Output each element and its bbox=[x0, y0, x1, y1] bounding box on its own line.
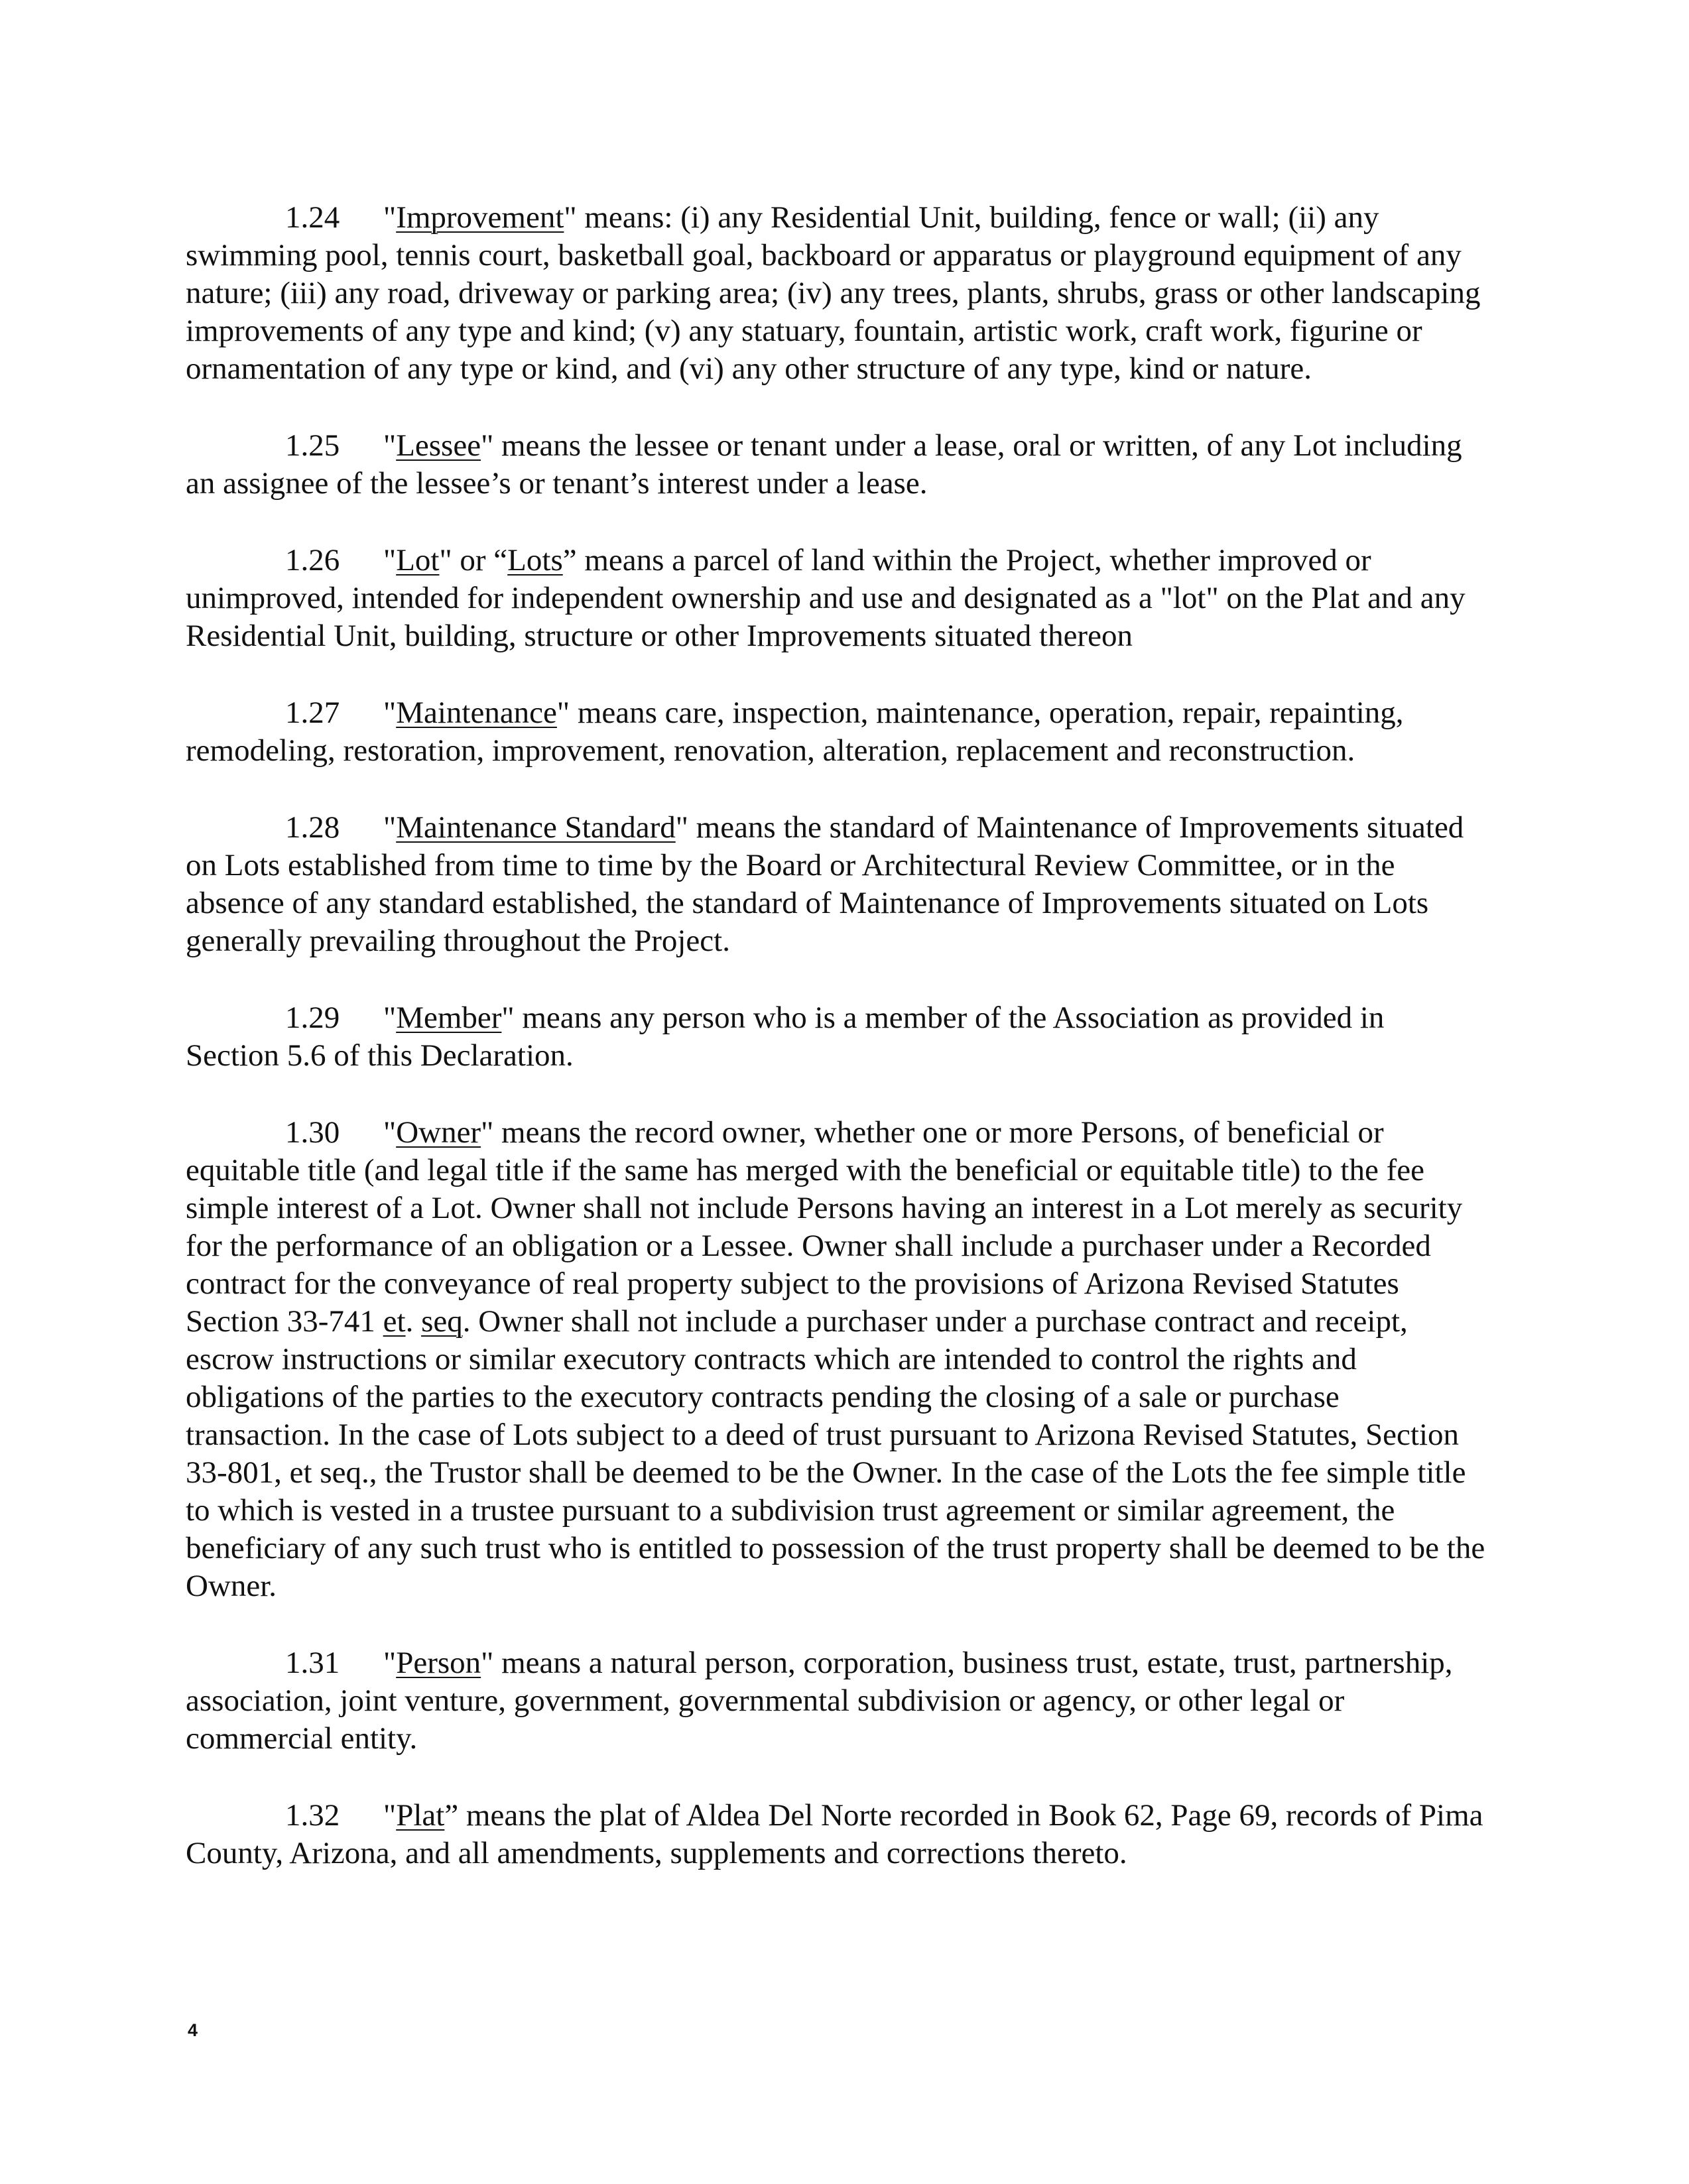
definition-1-29: 1.29 "Member" means any person who is a member of the Association as provided in Section 5.6 of this Declaration. bbox=[186, 1001, 1385, 1073]
defined-term: Member bbox=[396, 1001, 502, 1035]
definition-text: ” means a parcel of land within the Project, whether improved or unimproved, intended for independent ownership and use and designated as a "lot" on the Plat and any Residential Unit, building, structure or other Improvements situated thereon bbox=[186, 543, 1466, 653]
section-number: 1.28 bbox=[285, 810, 340, 845]
section-number: 1.26 bbox=[285, 543, 340, 577]
definition-text: ” means the plat of Aldea Del Norte recorded in Book 62, Page 69, records of Pima County, Arizona, and all amendments, supplements and corrections thereto. bbox=[186, 1798, 1483, 1870]
defined-term: Maintenance Standard bbox=[396, 810, 676, 845]
definition-1-26: 1.26 "Lot" or “Lots” means a parcel of land within the Project, whether improved or unimproved, intended for independent ownership and use and designated as a "lot" on the Plat and any Residential Unit, building, structure or other Improvements situated thereon bbox=[186, 543, 1466, 653]
definitions-body bbox=[186, 199, 1485, 1911]
citation-seq: seq bbox=[421, 1304, 463, 1339]
page-number: 4 bbox=[188, 2020, 198, 2040]
definition-text: . Owner shall not include a purchaser under a purchase contract and receipt, escrow instructions or similar executory contracts which are intended to control the rights and obligations of the parties to the executory contracts pending the closing of a sale or purchase transaction. In the case of Lots subject to a deed of trust pursuant to Arizona Revised Statutes, Section 33-801, et seq., the Trustor shall be deemed to be the Owner. In the case of the Lots the fee simple title to which is vested in a trustee pursuant to a subdivision trust agreement or similar agreement, the beneficiary of any such trust who is entitled to possession of the trust property shall be deemed to be the Owner. bbox=[186, 1304, 1485, 1603]
definition-1-28: 1.28 "Maintenance Standard" means the standard of Maintenance of Improvements situated on Lots established from time to time by the Board or Architectural Review Committee, or in the absence of any standard established, the standard of Maintenance of Improvements situated on Lots generally prevailing throughout the Project. bbox=[186, 810, 1464, 958]
section-number: 1.29 bbox=[285, 1001, 340, 1035]
defined-term: Plat bbox=[396, 1798, 445, 1833]
section-number: 1.31 bbox=[285, 1646, 340, 1680]
definition-1-31: 1.31 "Person" means a natural person, corporation, business trust, estate, trust, partnership, association, joint venture, government, governmental subdivision or agency, or other legal or commercial entity. bbox=[186, 1646, 1453, 1756]
section-number: 1.27 bbox=[285, 696, 340, 730]
definition-text: " means care, inspection, maintenance, operation, repair, repainting, remodeling, restoration, improvement, renovation, alteration, replacement and reconstruction. bbox=[186, 696, 1404, 768]
section-number: 1.30 bbox=[285, 1115, 340, 1150]
section-number: 1.32 bbox=[285, 1798, 340, 1833]
definition-text: " means any person who is a member of the Association as provided in Section 5.6 of this Declaration. bbox=[186, 1001, 1385, 1073]
definition-1-30: 1.30 "Owner" means the record owner, whether one or more Persons, of beneficial or equitable title (and legal title if the same has merged with the beneficial or equitable title) to the fee simple interest of a Lot. Owner shall not include Persons having an interest in a Lot merely as security for the performance of an obligation or a Lessee. Owner shall include a purchaser under a Recorded contract for the conveyance of real property subject to the provisions of Arizona Revised Statutes Section 33-741 et. seq. Owner shall not include a purchaser under a purchase contract and receipt, escrow instructions or similar executory contracts which are intended to control the rights and obligations of the parties to the executory contracts pending the closing of a sale or purchase transaction. In the case of Lots subject to a deed of trust pursuant to Arizona Revised Statutes, Section 33-801, et seq., the Trustor shall be deemed to be the Owner. In the case of the Lots the fee simple title to which is vested in a trustee pursuant to a subdivision trust agreement or similar agreement, the beneficiary of any such trust who is entitled to possession of the trust property shall be deemed to be the Owner. bbox=[186, 1115, 1485, 1603]
definition-text: " means the lessee or tenant under a lease, oral or written, of any Lot including an assignee of the lessee’s or tenant’s interest under a lease. bbox=[186, 428, 1462, 501]
definition-text: " means a natural person, corporation, business trust, estate, trust, partnership, association, joint venture, government, governmental subdivision or agency, or other legal or commercial entity. bbox=[186, 1646, 1453, 1756]
defined-term: Lot bbox=[396, 543, 440, 577]
definition-text: " means the standard of Maintenance of Improvements situated on Lots established from time to time by the Board or Architectural Review Committee, or in the absence of any standard established, the standard of Maintenance of Improvements situated on Lots generally prevailing throughout the Project. bbox=[186, 810, 1464, 958]
defined-term: Improvement bbox=[396, 200, 564, 235]
definition-1-24: 1.24 "Improvement" means: (i) any Residential Unit, building, fence or wall; (ii) any swimming pool, tennis court, basketball goal, backboard or apparatus or playground equipment of any nature; (iii) any road, driveway or parking area; (iv) any trees, plants, shrubs, grass or other landscaping improvements of any type and kind; (v) any statuary, fountain, artistic work, craft work, figurine or ornamentation of any type or kind, and (vi) any other structure of any type, kind or nature. bbox=[186, 200, 1481, 386]
section-number: 1.25 bbox=[285, 428, 340, 463]
defined-term: Owner bbox=[396, 1115, 481, 1150]
section-number: 1.24 bbox=[285, 200, 340, 235]
defined-term: Person bbox=[396, 1646, 481, 1680]
definition-1-25: 1.25 "Lessee" means the lessee or tenant under a lease, oral or written, of any Lot including an assignee of the lessee’s or tenant’s interest under a lease. bbox=[186, 428, 1462, 501]
definition-text: " means the record owner, whether one or more Persons, of beneficial or equitable title (and legal title if the same has merged with the beneficial or equitable title) to the fee simple interest of a Lot. Owner shall not include Persons having an interest in a Lot merely as security for the performance of an obligation or a Lessee. Owner shall include a purchaser under a Recorded contract for the conveyance of real property subject to the provisions of Arizona Revised Statutes Section 33-741 bbox=[186, 1115, 1463, 1339]
defined-term: Lots bbox=[507, 543, 563, 577]
definition-text: " means: (i) any Residential Unit, building, fence or wall; (ii) any swimming pool, tennis court, basketball goal, backboard or apparatus or playground equipment of any nature; (iii) any road, driveway or parking area; (iv) any trees, plants, shrubs, grass or other landscaping improvements of any type and kind; (v) any statuary, fountain, artistic work, craft work, figurine or ornamentation of any type or kind, and (vi) any other structure of any type, kind or nature. bbox=[186, 200, 1481, 386]
defined-term: Lessee bbox=[396, 428, 481, 463]
defined-term: Maintenance bbox=[396, 696, 557, 730]
definition-1-32: 1.32 "Plat” means the plat of Aldea Del Norte recorded in Book 62, Page 69, records of Pima County, Arizona, and all amendments, supplements and corrections thereto. bbox=[186, 1798, 1483, 1870]
citation-et: et bbox=[383, 1304, 406, 1339]
definition-1-27: 1.27 "Maintenance" means care, inspection, maintenance, operation, repair, repainting, remodeling, restoration, improvement, renovation, alteration, replacement and reconstruction. bbox=[186, 696, 1404, 768]
